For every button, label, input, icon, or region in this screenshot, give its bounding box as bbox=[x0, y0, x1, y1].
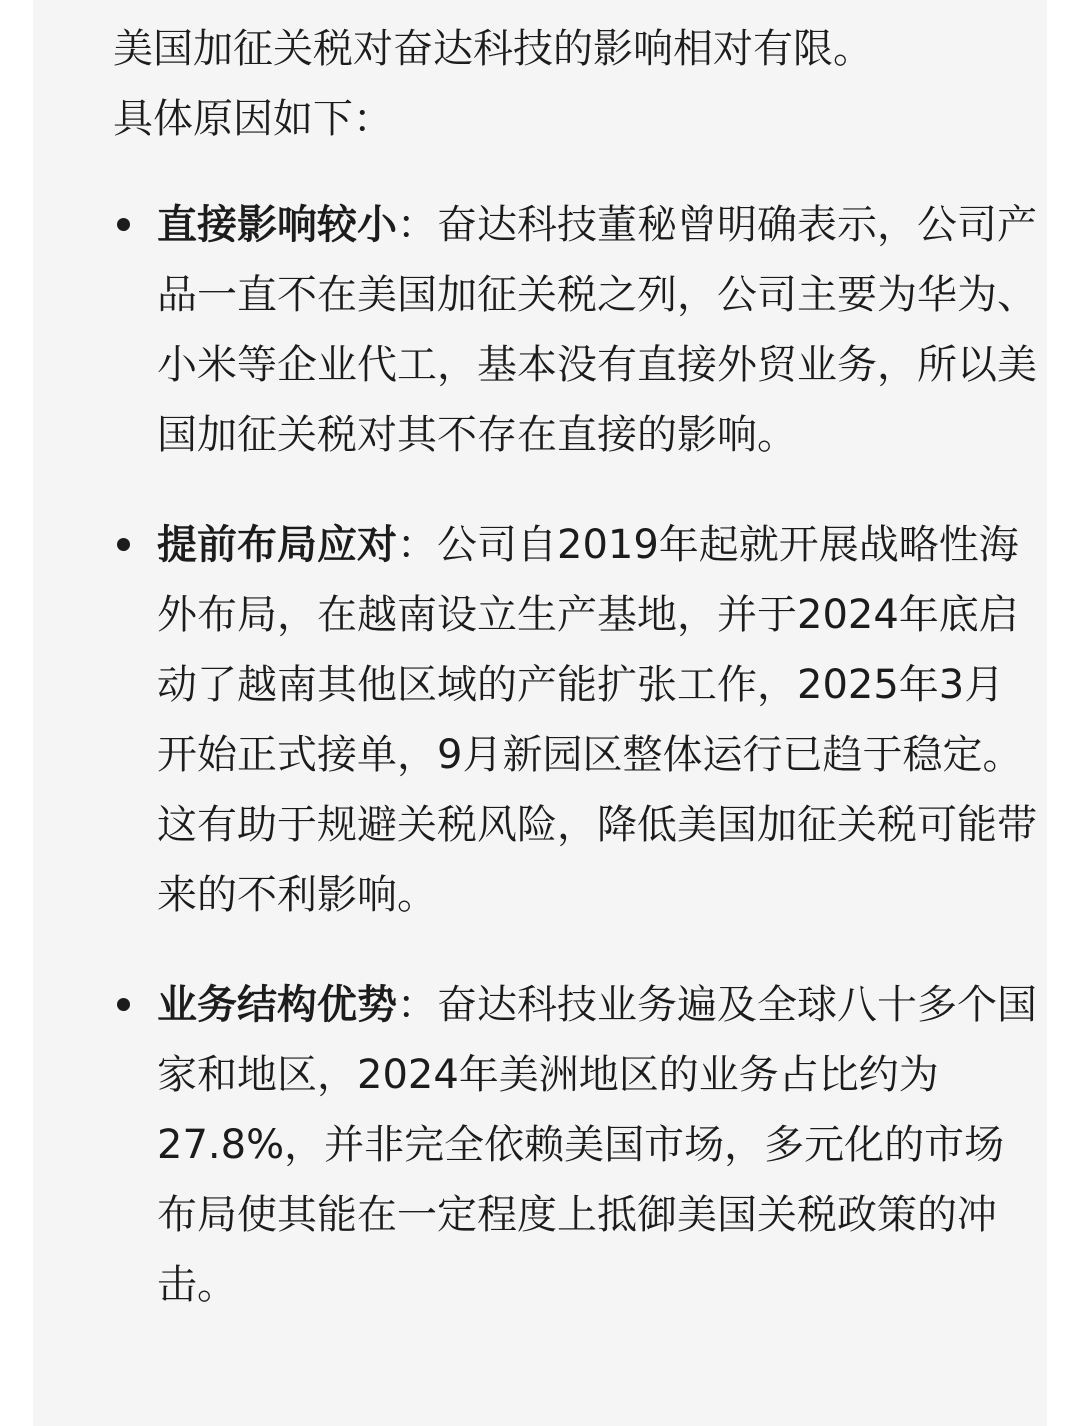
point-text: 公司自2019年起就开展战略性海外布局，在越南设立生产基地，并于2024年底启动了越南其他区域的产能扩张工作，2025年3月开始正式接单，9月新园区整体运行已趋于稳定。这有助于规避关税风险，降低美国加征关税可能带来的不利影响。 bbox=[157, 522, 1037, 918]
reason-list bbox=[113, 190, 1043, 1320]
intro-line-2: 具体原因如下： bbox=[113, 96, 393, 142]
list-item bbox=[113, 510, 1043, 930]
bullet-icon bbox=[117, 538, 130, 551]
point-term: 直接影响较小 bbox=[157, 202, 397, 248]
point-text: 奋达科技董秘曾明确表示，公司产品一直不在美国加征关税之列，公司主要为华为、小米等企业代工，基本没有直接外贸业务，所以美国加征关税对其不存在直接的影响。 bbox=[157, 202, 1037, 458]
bullet-icon bbox=[117, 218, 130, 231]
intro-paragraph bbox=[113, 14, 1043, 154]
point-term: 提前布局应对 bbox=[157, 522, 397, 568]
point-separator: ： bbox=[397, 982, 437, 1028]
point-separator: ： bbox=[397, 522, 437, 568]
point-text: 奋达科技业务遍及全球八十多个国家和地区，2024年美洲地区的业务占比约为27.8%，并非完全依赖美国市场，多元化的市场布局使其能在一定程度上抵御美国关税政策的冲击。 bbox=[157, 982, 1037, 1308]
list-item bbox=[113, 190, 1043, 470]
intro-line-1: 美国加征关税对奋达科技的影响相对有限。 bbox=[113, 26, 873, 72]
message-card bbox=[33, 0, 1047, 1426]
point-term: 业务结构优势 bbox=[157, 982, 397, 1028]
bullet-icon bbox=[117, 998, 130, 1011]
point-separator: ： bbox=[397, 202, 437, 248]
list-item bbox=[113, 970, 1043, 1320]
answer-content bbox=[113, 14, 1043, 1360]
